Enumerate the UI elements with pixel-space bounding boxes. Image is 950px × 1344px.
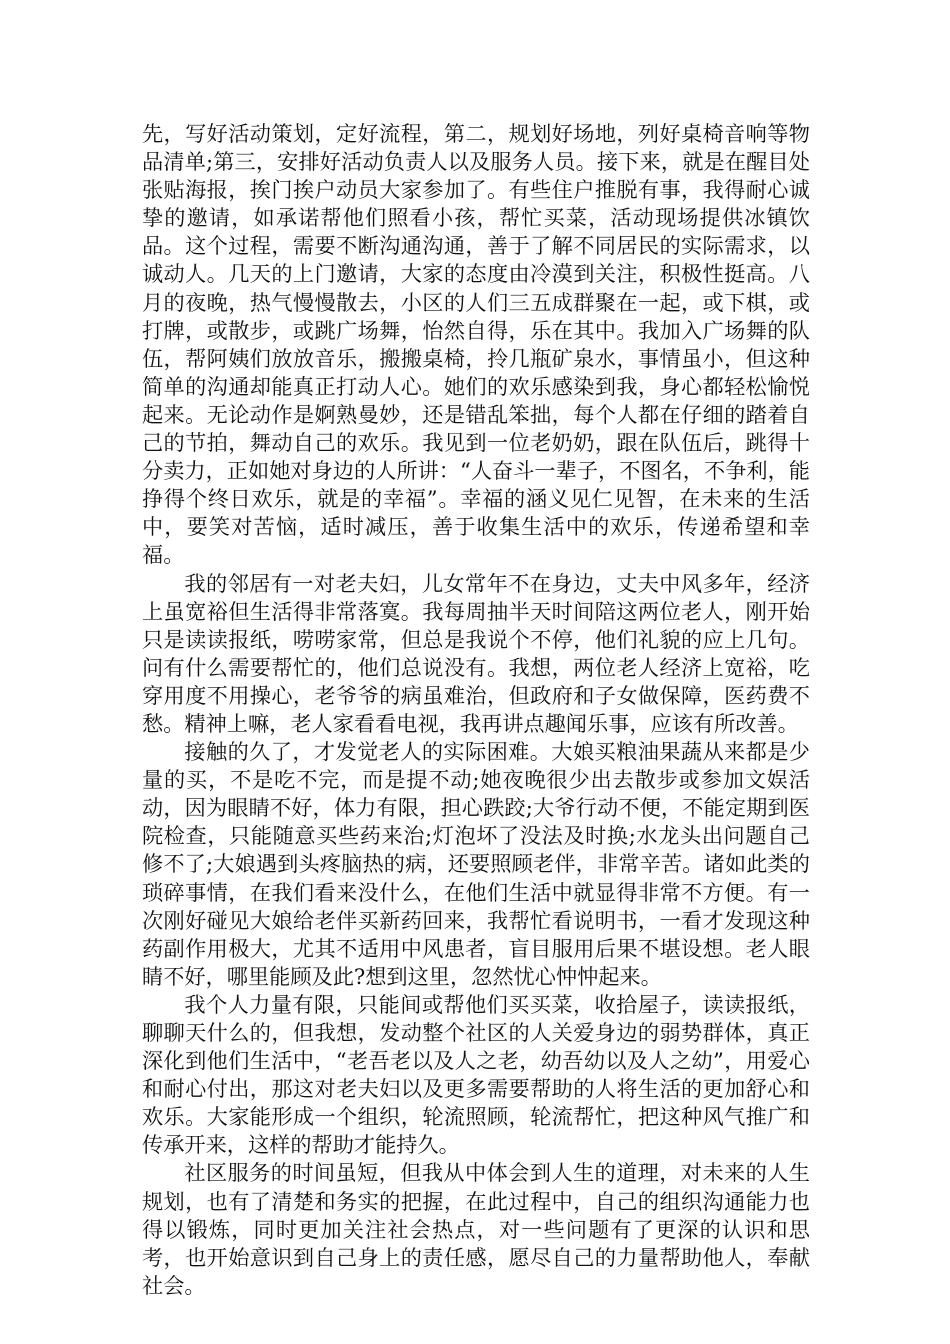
paragraph-4: 我个人力量有限，只能间或帮他们买买菜，收拾屋子，读读报纸，聊聊天什么的，但我想，发动整个社区的人关爱身边的弱势群体，真正深化到他们生活中，“老吾老以及人之老，幼吾幼以及人之幼”，用爱心和耐心付出，那这对老夫妇以及更多需要帮助的人将生活的更加舒心和欢乐。大家能形成一个组织，轮流照顾，轮流帮忙，把这种风气推广和传承开来，这样的帮助才能持久。: [142, 991, 810, 1158]
document-body: [142, 120, 810, 1300]
paragraph-5: 社区服务的时间虽短，但我从中体会到人生的道理，对未来的人生规划，也有了清楚和务实的把握，在此过程中，自己的组织沟通能力也得以锻炼，同时更加关注社会热点，对一些问题有了更深的认识和思考，也开始意识到自己身上的责任感，愿尽自己的力量帮助他人，奉献社会。: [142, 1160, 810, 1298]
paragraph-2: 我的邻居有一对老夫妇，儿女常年不在身边，丈夫中风多年，经济上虽宽裕但生活得非常落寞。我每周抽半天时间陪这两位老人，刚开始只是读读报纸，唠唠家常，但总是我说个不停，他们礼貌的应上几句。问有什么需要帮忙的，他们总说没有。我想，两位老人经济上宽裕，吃穿用度不用操心，老爷爷的病虽难治，但政府和子女做保障，医药费不愁。精神上嘛，老人家看看电视，我再讲点趣闻乐事，应该有所改善。: [142, 570, 810, 736]
paragraph-1: 先，写好活动策划，定好流程，第二，规划好场地，列好桌椅音响等物品清单;第三，安排好活动负责人以及服务人员。接下来，就是在醒目处张贴海报，挨门挨户动员大家参加了。有些住户推脱有事，我得耐心诚挚的邀请，如承诺帮他们照看小孩，帮忙买菜，活动现场提供冰镇饮品。这个过程，需要不断沟通沟通，善于了解不同居民的实际需求，以诚动人。几天的上门邀请，大家的态度由冷漠到关注，积极性挺高。八月的夜晚，热气慢慢散去，小区的人们三五成群聚在一起，或下棋，或打牌，或散步，或跳广场舞，怡然自得，乐在其中。我加入广场舞的队伍，帮阿姨们放放音乐，搬搬桌椅，拎几瓶矿泉水，事情虽小，但这种简单的沟通却能真正打动人心。她们的欢乐感染到我，身心都轻松愉悦起来。无论动作是婀熟曼妙，还是错乱笨拙，每个人都在仔细的踏着自己的节拍，舞动自己的欢乐。我见到一位老奶奶，跟在队伍后，跳得十分卖力，正如她对身边的人所讲：“人奋斗一辈子，不图名，不争利，能挣得个终日欢乐，就是的幸福”。幸福的涵义见仁见智，在未来的生活中，要笑对苦恼，适时减压，善于收集生活中的欢乐，传递希望和幸福。: [142, 121, 810, 568]
paragraph-3: 接触的久了，才发觉老人的实际困难。大娘买粮油果蔬从来都是少量的买，不是吃不完，而是提不动;她夜晚很少出去散步或参加文娱活动，因为眼睛不好，体力有限，担心跌跤;大爷行动不便，不能定期到医院检查，只能随意买些药来治;灯泡坏了没法及时换;水龙头出问题自己修不了;大娘遇到头疼脑热的病，还要照顾老伴，非常辛苦。诸如此类的琐碎事情，在我们看来没什么，在他们生活中就显得非常不方便。有一次刚好碰见大娘给老伴买新药回来，我帮忙看说明书，一看才发现这种药副作用极大，尤其不适用中风患者，盲目服用后果不堪设想。老人眼睛不好，哪里能顾及此?想到这里，忽然忧心忡忡起来。: [142, 739, 810, 989]
